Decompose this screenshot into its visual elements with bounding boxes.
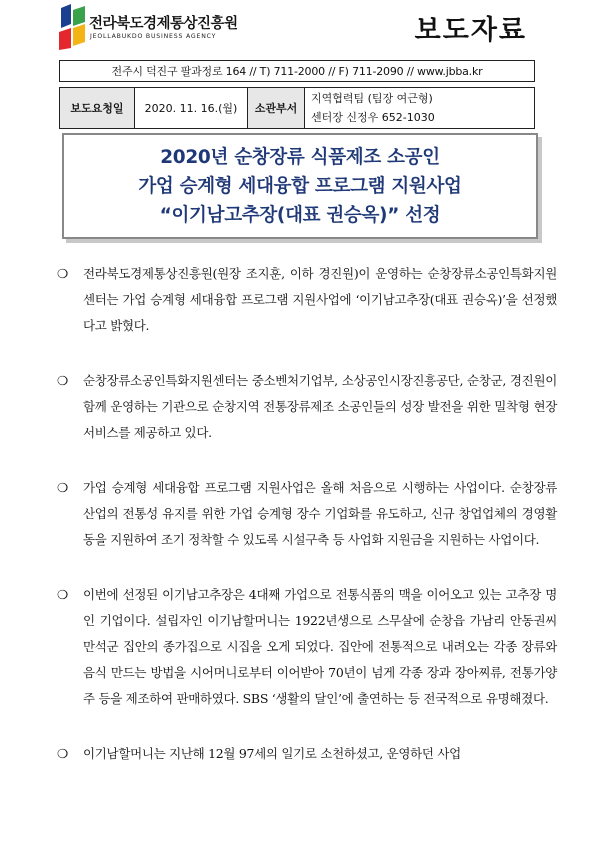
paragraph-text: 이번에 선정된 이기남고추장은 4대째 가업으로 전통식품의 맥을 이어오고 있는 고추장 명인 기업이다. 설립자인 이기남할머니는 1922년생으로 스무살에 순창읍 가남리 안동권씨 만석군 집안의 종가집으로 시집을 오게 되었다. 집안에 전통적으로 내려오는 각종 장류와 음식 만드는 방법을 시어머니로부터 이어받아 70년이 넘게 각종 장과 장아찌류, 전통가양주 등을 제조하여 판매하였다. SBS ‘생활의 달인’에 출연하는 등 전국적으로 유명해졌다.: [83, 587, 557, 706]
org-name-english: JEOLLABUKDO BUSINESS AGENCY: [90, 33, 217, 40]
department-team: 지역협력팀 (팀장 여근형): [311, 92, 433, 105]
paragraph-text: 이기남할머니는 지난해 12월 97세의 일기로 소천하셨고, 운영하던 사업: [83, 746, 461, 761]
document-type-title: 보도자료: [414, 15, 527, 46]
request-date-value: 2020. 11. 16.(월): [135, 88, 248, 129]
headline-line-2: 가업 승계형 세대융합 프로그램 지원사업: [138, 175, 462, 197]
agency-logo-icon: [57, 4, 87, 50]
department-label: 소관부서: [248, 88, 305, 129]
paragraph: [57, 741, 557, 767]
headline-line-1: 2020년 순창장류 식품제조 소공인: [160, 146, 440, 168]
bullet-icon: ❍: [57, 587, 69, 602]
paragraph-text: 전라북도경제통상진흥원(원장 조지훈, 이하 경진원)이 운영하는 순창장류소공인특화지원센터는 가업 승계형 세대융합 프로그램 지원사업에 ‘이기남고추장(대표 권승옥)’을 선정했다고 밝혔다.: [83, 266, 557, 333]
department-info: [305, 88, 535, 129]
bullet-icon: ❍: [57, 373, 69, 388]
contact-info: 전주시 덕진구 팔과정로 164 // T) 711-2000 // F) 711-2090 // www.jbba.kr: [59, 60, 535, 82]
paragraph: [57, 261, 557, 339]
paragraph: [57, 475, 557, 553]
bullet-icon: ❍: [57, 746, 69, 761]
meta-table: [59, 87, 535, 129]
headline-box: [62, 133, 538, 239]
paragraph-text: 가업 승계형 세대융합 프로그램 지원사업은 올해 처음으로 시행하는 사업이다. 순창장류 산업의 전통성 유지를 위한 가업 승계형 장수 기업화를 유도하고, 신규 창업업체의 경영활동을 지원하여 조기 정착할 수 있도록 시설구축 등 사업화 지원금을 지원하는 사업이다.: [83, 480, 557, 547]
header: [55, 0, 535, 60]
headline-line-3: “이기남고추장(대표 권승옥)” 선정: [159, 204, 441, 226]
request-date-label: 보도요청일: [60, 88, 135, 129]
paragraph: [57, 582, 557, 712]
paragraph: [57, 368, 557, 446]
press-body: [57, 261, 557, 796]
paragraph-text: 순창장류소공인특화지원센터는 중소벤처기업부, 소상공인시장진흥공단, 순창군, 경진원이 함께 운영하는 기관으로 순창지역 전통장류제조 소공인들의 성장 발전을 위한 밀착형 현장 서비스를 제공하고 있다.: [83, 373, 557, 440]
department-contact: 센터장 신정우 652-1030: [311, 111, 435, 124]
org-name: 전라북도경제통상진흥원: [89, 16, 238, 32]
bullet-icon: ❍: [57, 480, 69, 495]
bullet-icon: ❍: [57, 266, 69, 281]
